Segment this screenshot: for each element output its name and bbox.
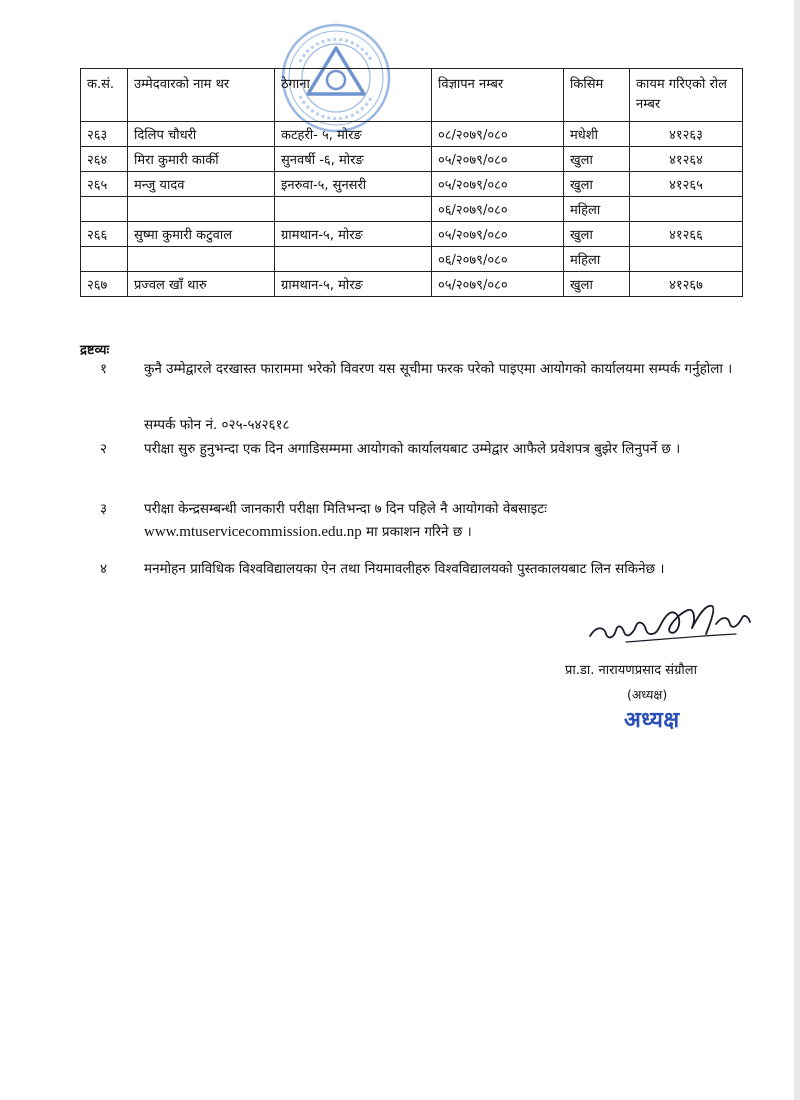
notes-title: द्रष्टव्यः [80, 343, 110, 358]
cell-address [275, 197, 432, 222]
note-number: १ [100, 361, 108, 377]
cell-address: इनरुवा-५, सुनसरी [275, 172, 432, 197]
handwritten-signature-icon [586, 596, 756, 652]
cell-type: महिला [564, 197, 630, 222]
header-adv-no: विज्ञापन नम्बर [432, 69, 564, 122]
cell-address: कटहरी- ५, मोरङ [275, 122, 432, 147]
cell-name: मन्जु यादव [128, 172, 275, 197]
cell-roll [630, 197, 743, 222]
table-row [81, 197, 743, 222]
table-row [81, 122, 743, 147]
cell-sn: २६६ [81, 222, 128, 247]
cell-name [128, 247, 275, 272]
cell-name: प्रज्वल खाँ थारु [128, 272, 275, 297]
cell-adv-no: ०५/२०७९/०८० [432, 147, 564, 172]
cell-type: खुला [564, 172, 630, 197]
cell-roll: ४१२६४ [630, 147, 743, 172]
cell-roll: ४१२६३ [630, 122, 743, 147]
note-item-1 [100, 358, 760, 438]
cell-sn: २६७ [81, 272, 128, 297]
table-row [81, 147, 743, 172]
cell-type: खुला [564, 272, 630, 297]
table-row [81, 172, 743, 197]
cell-roll [630, 247, 743, 272]
header-name: उम्मेदवारको नाम थर [128, 69, 275, 122]
cell-type: खुला [564, 147, 630, 172]
table-header-row [81, 69, 743, 122]
cell-sn [81, 247, 128, 272]
cell-adv-no: ०८/२०७९/०८० [432, 122, 564, 147]
chairperson-stamp: अध्यक्ष [624, 708, 680, 733]
cell-sn: २६४ [81, 147, 128, 172]
cell-roll: ४१२६७ [630, 272, 743, 297]
cell-sn [81, 197, 128, 222]
cell-type: खुला [564, 222, 630, 247]
note-text: कुनै उम्मेद्वारले दरखास्त फाराममा भरेको विवरण यस सूचीमा फरक परेको पाइएमा आयोगको कार्यालयमा सम्पर्क गर्नुहोला । [144, 361, 733, 377]
roll-number-table [80, 68, 743, 297]
cell-adv-no: ०६/२०७९/०८० [432, 197, 564, 222]
cell-type: मधेशी [564, 122, 630, 147]
cell-name: दिलिप चौधरी [128, 122, 275, 147]
note-text: मनमोहन प्राविधिक विश्वविद्यालयका ऐन तथा नियमावलीहरु विश्वविद्यालयको पुस्तकालयबाट लिन सकिनेछ । [144, 561, 665, 577]
cell-roll: ४१२६६ [630, 222, 743, 247]
cell-adv-no: ०५/२०७९/०८० [432, 222, 564, 247]
header-type: किसिम [564, 69, 630, 122]
header-sn: क.सं. [81, 69, 128, 122]
cell-name: मिरा कुमारी कार्की [128, 147, 275, 172]
cell-address: ग्रामथान-५, मोरङ [275, 222, 432, 247]
contact-phone: सम्पर्क फोन नं. ०२५-५४२६१८ [144, 417, 290, 433]
note-number: ४ [100, 561, 108, 577]
note-number: २ [100, 441, 108, 457]
cell-type: महिला [564, 247, 630, 272]
header-roll: कायम गरिएको रोल नम्बर [630, 69, 743, 122]
cell-sn: २६३ [81, 122, 128, 147]
website-url: www.mtuservicecommission.edu.np [144, 524, 362, 540]
cell-adv-no: ०५/२०७९/०८० [432, 272, 564, 297]
cell-name [128, 197, 275, 222]
note-text-after: मा प्रकाशन गरिने छ । [361, 524, 472, 540]
cell-sn: २६५ [81, 172, 128, 197]
table-row [81, 247, 743, 272]
note-text: परीक्षा केन्द्रसम्बन्धी जानकारी परीक्षा मितिभन्दा ७ दिन पहिले नै आयोगको वेबसाइटः [144, 501, 547, 517]
signatory-role: (अध्यक्ष) [627, 687, 668, 702]
cell-name: सुष्मा कुमारी कटुवाल [128, 222, 275, 247]
table-row [81, 272, 743, 297]
scan-edge [794, 0, 800, 1100]
note-item-2 [100, 438, 760, 486]
signatory-name: प्रा.डा. नारायणप्रसाद संग्रौला [565, 663, 697, 678]
table-row [81, 222, 743, 247]
note-text: परीक्षा सुरु हुनुभन्दा एक दिन अगाडिसम्ममा आयोगको कार्यालयबाट उम्मेद्वार आफैले प्रवेशपत्र बुझेर लिनुपर्ने छ । [144, 441, 681, 457]
note-item-3 [100, 498, 760, 546]
header-address: ठेगाना [275, 69, 432, 122]
cell-adv-no: ०६/२०७९/०८० [432, 247, 564, 272]
cell-adv-no: ०५/२०७९/०८० [432, 172, 564, 197]
cell-address: ग्रामथान-५, मोरङ [275, 272, 432, 297]
cell-roll: ४१२६५ [630, 172, 743, 197]
note-number: ३ [100, 501, 108, 517]
cell-address: सुनवर्षी -६, मोरङ [275, 147, 432, 172]
cell-address [275, 247, 432, 272]
